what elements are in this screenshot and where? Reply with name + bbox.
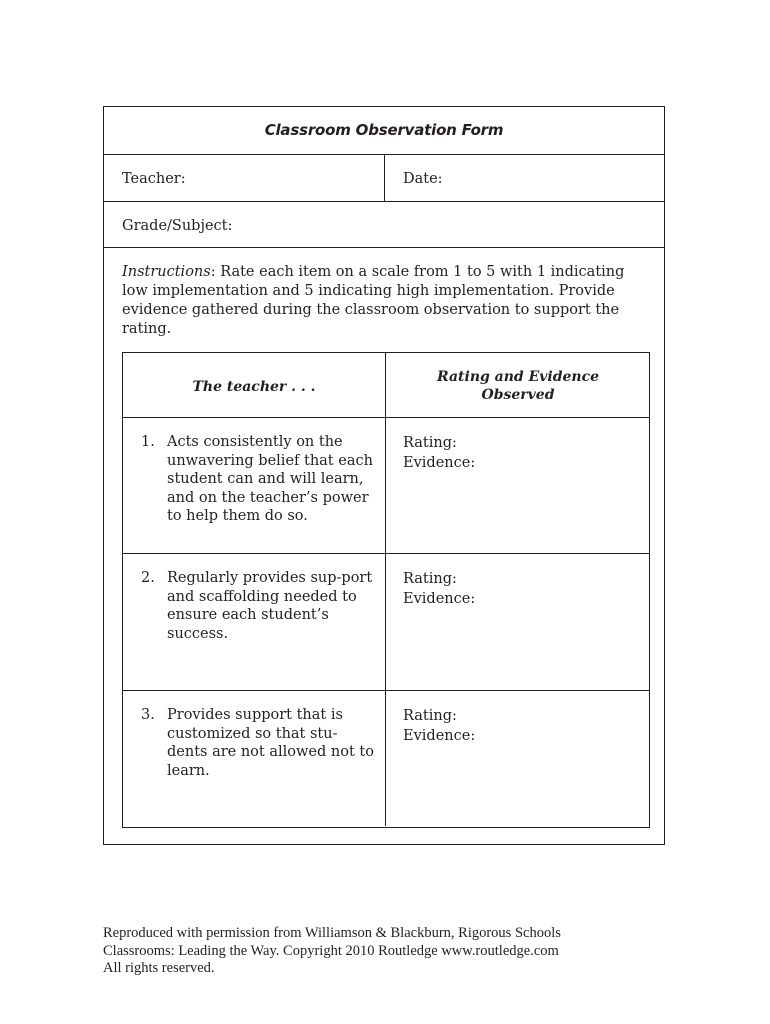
- footer-line: Classrooms: Leading the Way. Copyright 2010 Routledge www.routledge.com: [103, 942, 559, 959]
- instructions: [122, 263, 652, 339]
- item-text: Acts consistently on the unwavering belief that each student can and will learn, and on the teacher’s power to help them do so.: [167, 434, 373, 524]
- rating-cell: [403, 433, 475, 473]
- copyright-footer: [103, 925, 663, 978]
- rating-label: Rating:: [403, 435, 457, 451]
- item-text: Regularly provides sup-port and scaffolding needed to ensure each student’s success.: [167, 570, 373, 642]
- table-header-rating: Rating and Evidence Observed: [437, 369, 599, 403]
- item-number: 2.: [141, 570, 155, 586]
- date-label: Date:: [403, 171, 443, 187]
- footer-line: Reproduced with permission from Williamson & Blackburn, Rigorous Schools: [103, 925, 561, 941]
- divider: [384, 154, 385, 201]
- evidence-label: Evidence:: [403, 455, 476, 471]
- observation-form: [103, 106, 665, 845]
- instructions-lead: Instructions: [122, 264, 211, 280]
- instructions-body: : Rate each item on a scale from 1 to 5 with 1 indicating low implementation and 5 indicating high implementation. Provide evidence gathered during the classroom observation to support the rating.: [122, 264, 625, 337]
- divider: [104, 201, 664, 202]
- teacher-label: Teacher:: [122, 171, 186, 187]
- grade-subject-label: Grade/Subject:: [122, 218, 233, 234]
- evidence-label: Evidence:: [403, 728, 476, 744]
- rating-label: Rating:: [403, 571, 457, 587]
- footer-line: All rights reserved.: [103, 960, 215, 976]
- divider: [123, 417, 649, 418]
- rating-cell: [403, 569, 475, 609]
- divider: [123, 553, 649, 554]
- item-number: 1.: [141, 434, 155, 450]
- table-header-teacher: The teacher . . .: [192, 379, 316, 395]
- divider: [123, 690, 649, 691]
- evidence-label: Evidence:: [403, 591, 476, 607]
- rating-cell: [403, 706, 475, 746]
- divider: [104, 247, 664, 248]
- form-title: Classroom Observation Form: [264, 121, 504, 139]
- item-number: 3.: [141, 707, 155, 723]
- rating-table: [122, 352, 650, 828]
- rating-label: Rating:: [403, 708, 457, 724]
- item-text: Provides support that is customized so that stu-dents are not allowed not to learn.: [167, 707, 374, 779]
- divider: [385, 353, 386, 826]
